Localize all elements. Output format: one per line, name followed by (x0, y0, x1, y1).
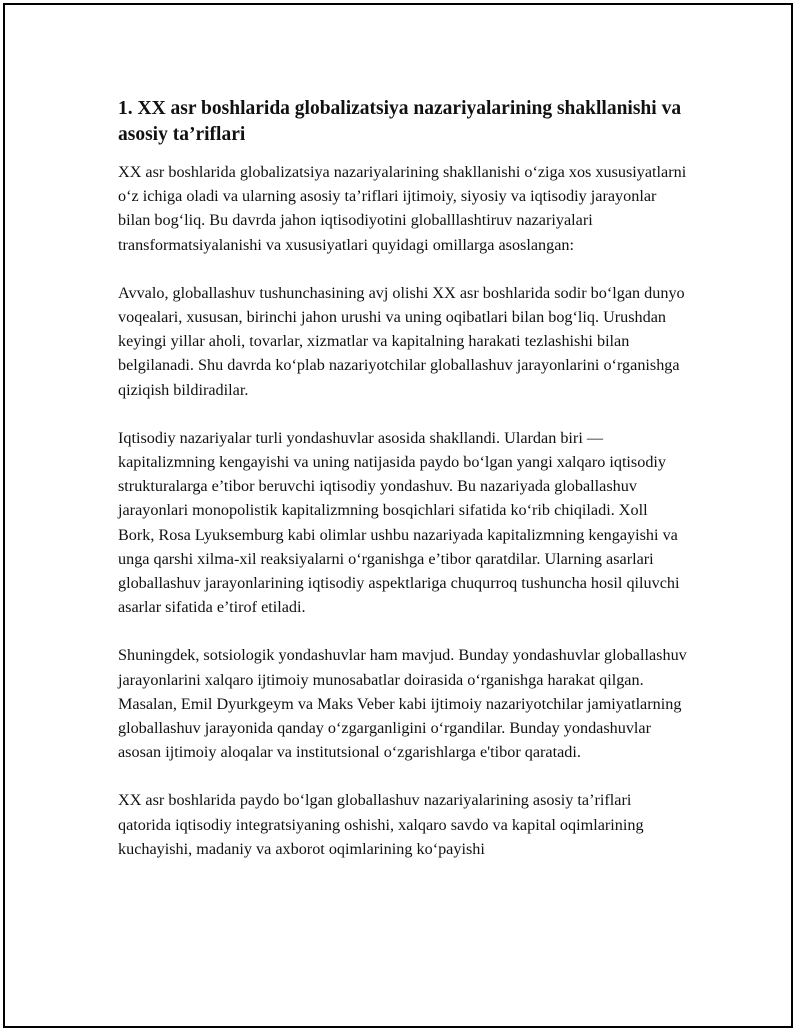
paragraph-globalization-origins: Avvalo, globallashuv tushunchasining avj olishi XX asr boshlarida sodir bo‘lgan dunyo voqealari, xususan, birinchi jahon urushi va uning oqibatlari bilan bog‘liq. Urushdan keyingi yillar aholi, tovarlar, xizmatlar va kapitalning harakati tezlashishi bilan belgilanadi. Shu davrda ko‘plab nazariyotchilar globallashuv jarayonlarini o‘rganishga qiziqish bildiradilar. (118, 283, 685, 399)
section-heading: 1. XX asr boshlarida globalizatsiya nazariyalarining shakllanishi va asosiy ta’riflari (118, 98, 682, 145)
paragraph-definitions: XX asr boshlarida paydo bo‘lgan globallashuv nazariyalarining asosiy ta’riflari qatorida iqtisodiy integratsiyaning oshishi, xalqaro savdo va kapital oqimlarining kuchayishi, madaniy va axborot oqimlarining ko‘payishi (118, 791, 644, 858)
document-body (118, 96, 688, 885)
paragraph-sociological-approaches: Shuningdek, sotsiologik yondashuvlar ham mavjud. Bunday yondashuvlar globallashuv jarayonlarini xalqaro ijtimoiy munosabatlar doirasida o‘rganishga harakat qilgan. Masalan, Emil Dyurkgeym va Maks Veber kabi ijtimoiy nazariyotchilar jamiyatlarning globallashuv jarayonida qanday o‘zgarganligini o‘rgandilar. Bunday yondashuvlar asosan ijtimoiy aloqalar va institutsional o‘zgarishlarga e'tibor qaratadi. (118, 646, 687, 762)
paragraph-economic-theories: Iqtisodiy nazariyalar turli yondashuvlar asosida shakllandi. Ulardan biri — kapitalizmning kengayishi va uning natijasida paydo bo‘lgan yangi xalqaro iqtisodiy strukturalarga e’tibor beruvchi iqtisodiy yondashuv. Bu nazariyada globallashuv jarayonlari monopolistik kapitalizmning bosqichlari sifatida ko‘rib chiqiladi. Xoll Bork, Rosa Lyuksemburg kabi olimlar ushbu nazariyada kapitalizmning kengayishi va unga qarshi xilma-xil reaksiyalarni o‘rganishga e’tibor qaratdilar. Ularning asarlari globallashuv jarayonlarining iqtisodiy aspektlariga chuqurroq tushuncha hosil qiluvchi asarlar sifatida e’tirof etiladi. (118, 428, 680, 617)
paragraph-intro: XX asr boshlarida globalizatsiya nazariyalarining shakllanishi o‘ziga xos xususiyatlarni o‘z ichiga oladi va ularning asosiy ta’riflari ijtimoiy, siyosiy va iqtisodiy jarayonlar bilan bog‘liq. Bu davrda jahon iqtisodiyotini globalllashtiruv nazariyalari transformatsiyalanishi va xususiyatlari quyidagi omillarga asoslangan: (118, 163, 687, 254)
